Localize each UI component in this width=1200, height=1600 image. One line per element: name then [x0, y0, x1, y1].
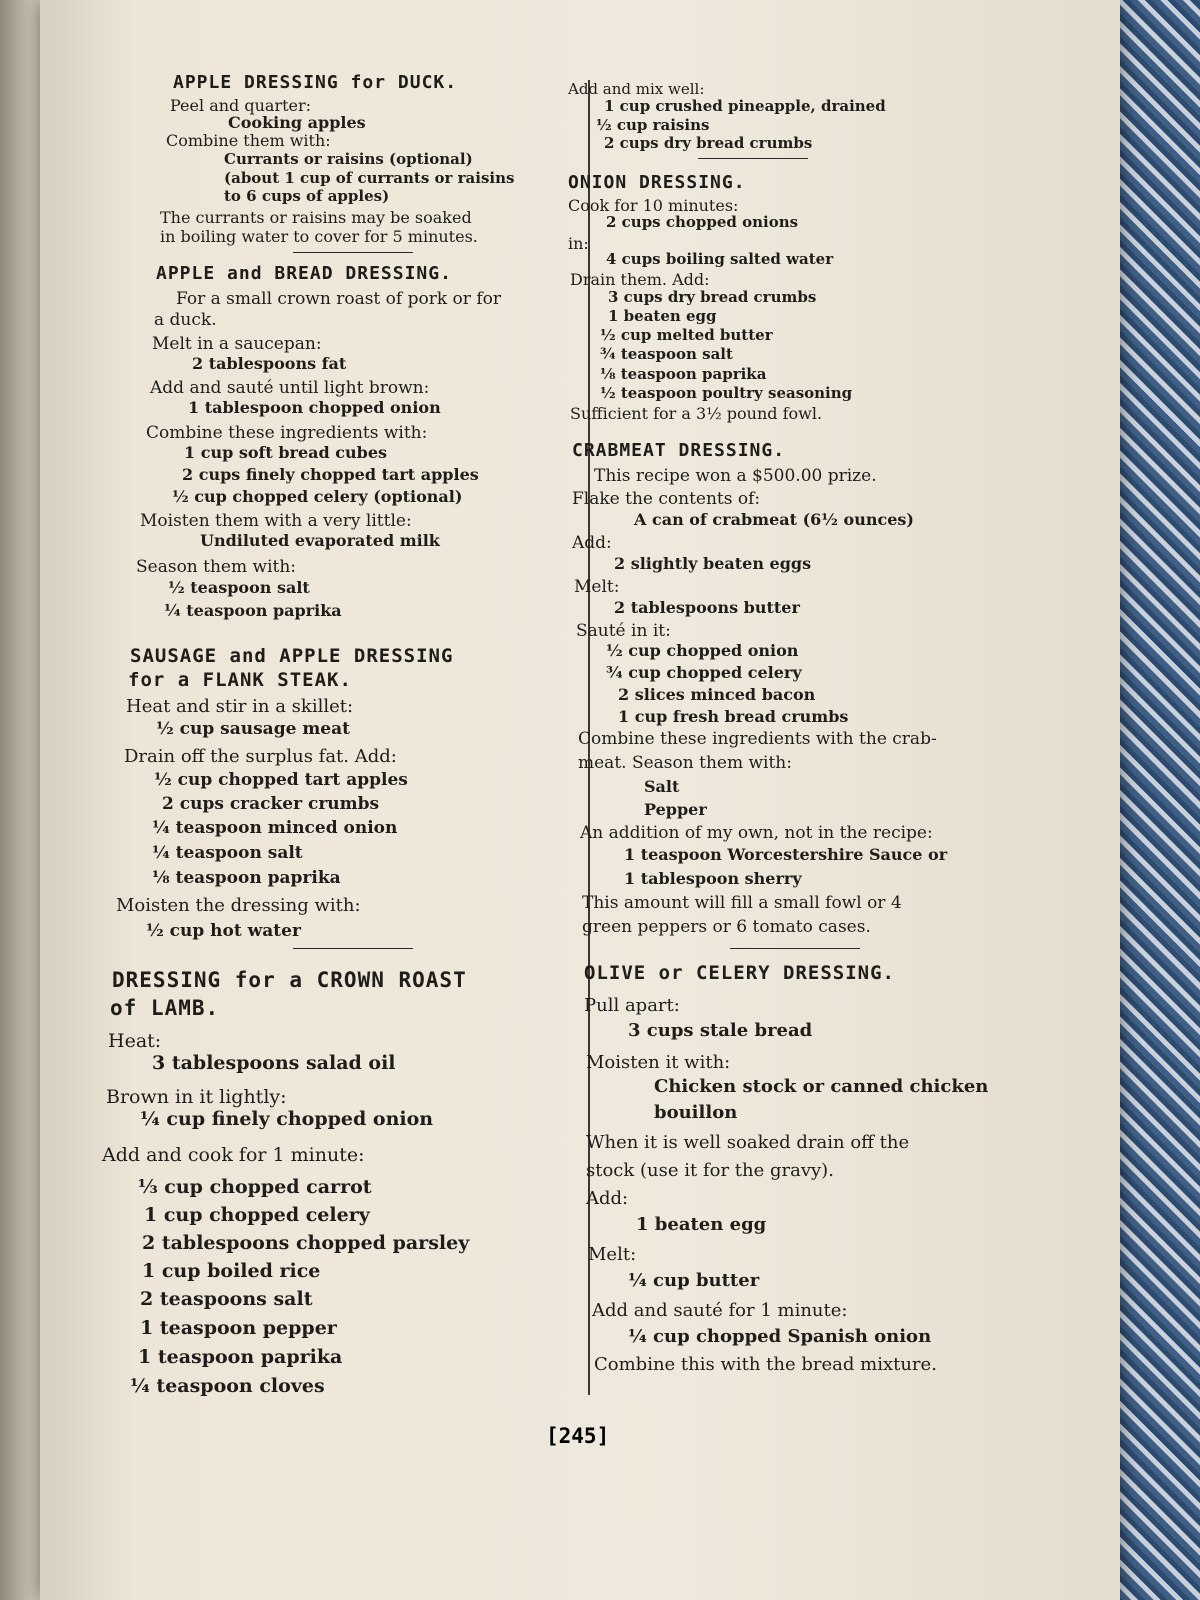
note: The currants or raisins may be soaked	[160, 208, 472, 227]
recipe-title: for a FLANK STEAK.	[128, 669, 352, 691]
ingredient: A can of crabmeat (6½ ounces)	[634, 510, 914, 529]
ingredient: ½ cup chopped celery (optional)	[172, 487, 463, 506]
recipe-title: APPLE and BREAD DRESSING.	[156, 263, 452, 284]
ingredient: ¼ cup chopped Spanish onion	[628, 1326, 932, 1347]
instruction: Moisten them with a very little:	[140, 511, 412, 531]
ingredient: 2 cups dry bread crumbs	[604, 134, 813, 152]
ingredient: ½ teaspoon poultry seasoning	[600, 384, 853, 402]
ingredient: Currants or raisins (optional)	[224, 150, 473, 168]
ingredient: ⅛ teaspoon paprika	[600, 365, 767, 383]
instruction: Melt:	[574, 577, 620, 597]
ingredient: 1 cup chopped celery	[144, 1204, 370, 1226]
note: For a small crown roast of pork or for	[176, 289, 501, 309]
ingredient: 4 cups boiling salted water	[606, 250, 834, 268]
ingredient: ¼ cup butter	[628, 1270, 760, 1291]
ingredient: ⅓ cup chopped carrot	[138, 1176, 372, 1198]
instruction: Sauté in it:	[576, 621, 671, 641]
instruction: Cook for 10 minutes:	[568, 196, 739, 215]
ingredient: Chicken stock or canned chicken	[654, 1076, 989, 1097]
ingredient: ¾ cup chopped celery	[606, 663, 802, 682]
instruction: Season them with:	[136, 557, 297, 577]
instruction: Add:	[572, 533, 612, 553]
ingredient: 2 tablespoons fat	[192, 354, 347, 373]
instruction: Add and mix well:	[568, 80, 705, 98]
instruction: Add and sauté for 1 minute:	[592, 1300, 848, 1321]
ingredient: (about 1 cup of currants or raisins	[224, 169, 515, 187]
ingredient: 1 teaspoon Worcestershire Sauce or	[624, 845, 948, 864]
page-number: [245]	[546, 1424, 610, 1448]
ingredient: 1 tablespoon chopped onion	[188, 398, 441, 417]
recipe-title: ONION DRESSING.	[568, 172, 746, 193]
instruction: Combine them with:	[166, 131, 331, 150]
ingredient: ⅛ teaspoon paprika	[152, 868, 341, 888]
instruction: Drain off the surplus fat. Add:	[124, 746, 397, 767]
note: When it is well soaked drain off the	[586, 1132, 910, 1153]
note: Combine this with the bread mixture.	[594, 1354, 937, 1375]
section-rule	[698, 158, 808, 159]
instruction: Melt:	[588, 1244, 637, 1265]
instruction: Drain them. Add:	[570, 270, 710, 289]
note: This recipe won a $500.00 prize.	[594, 466, 877, 486]
instruction: Add and sauté until light brown:	[150, 378, 430, 398]
recipe-title: OLIVE or CELERY DRESSING.	[584, 962, 895, 984]
ingredient: 1 cup crushed pineapple, drained	[604, 97, 886, 115]
ingredient: ¼ teaspoon salt	[152, 843, 303, 863]
ingredient: 3 cups dry bread crumbs	[608, 288, 817, 306]
instruction: Moisten it with:	[586, 1052, 731, 1073]
instruction: Peel and quarter:	[170, 96, 312, 115]
ingredient: to 6 cups of apples)	[224, 187, 390, 205]
instruction: Brown in it lightly:	[106, 1086, 287, 1108]
ingredient: Undiluted evaporated milk	[200, 531, 440, 550]
ingredient: ¾ teaspoon salt	[600, 345, 733, 363]
note: Combine these ingredients with the crab-	[578, 729, 937, 749]
instruction: Add:	[586, 1188, 629, 1209]
ingredient: 2 slightly beaten eggs	[614, 554, 812, 573]
instruction: Pull apart:	[584, 995, 680, 1016]
ingredient: 2 teaspoons salt	[140, 1288, 313, 1310]
note: in boiling water to cover for 5 minutes.	[160, 227, 478, 246]
ingredient: Pepper	[644, 800, 707, 819]
ingredient: 1 tablespoon sherry	[624, 869, 802, 888]
ingredient: 1 cup soft bread cubes	[184, 443, 388, 462]
ingredient: ½ cup hot water	[146, 921, 301, 941]
ingredient: 1 beaten egg	[636, 1214, 767, 1235]
instruction: Combine these ingredients with:	[146, 423, 428, 443]
ingredient: 2 cups chopped onions	[606, 213, 799, 231]
ingredient: ½ cup raisins	[596, 116, 710, 134]
ingredient: bouillon	[654, 1102, 738, 1123]
ingredient: 3 cups stale bread	[628, 1020, 813, 1041]
section-rule	[293, 252, 413, 253]
ingredient: 2 tablespoons butter	[614, 598, 800, 617]
note: An addition of my own, not in the recipe:	[580, 823, 933, 843]
ingredient: ¼ cup finely chopped onion	[140, 1108, 434, 1130]
ingredient: 2 slices minced bacon	[618, 685, 816, 704]
note: a duck.	[154, 310, 217, 330]
instruction: Heat:	[108, 1030, 162, 1052]
ingredient: 2 cups cracker crumbs	[162, 794, 380, 814]
ingredient: ½ cup sausage meat	[156, 719, 350, 739]
note: stock (use it for the gravy).	[586, 1160, 834, 1181]
book-page	[40, 0, 1120, 1600]
recipe-title: APPLE DRESSING for DUCK.	[173, 72, 458, 93]
note: green peppers or 6 tomato cases.	[582, 917, 871, 937]
ingredient: 1 cup fresh bread crumbs	[618, 707, 849, 726]
section-rule	[730, 948, 860, 949]
recipe-title: DRESSING for a CROWN ROAST	[112, 968, 467, 992]
recipe-title: CRABMEAT DRESSING.	[572, 440, 786, 461]
ingredient: 1 beaten egg	[608, 307, 717, 325]
recipe-title: of LAMB.	[110, 996, 220, 1020]
ingredient: 1 cup boiled rice	[142, 1260, 321, 1282]
note: This amount will fill a small fowl or 4	[582, 893, 902, 913]
ingredient: ½ teaspoon salt	[168, 578, 310, 597]
ingredient: ¼ teaspoon minced onion	[152, 818, 398, 838]
instruction: in:	[568, 234, 589, 253]
ingredient: 1 teaspoon paprika	[138, 1346, 343, 1368]
instruction: Heat and stir in a skillet:	[126, 696, 354, 717]
ingredient: ½ cup chopped tart apples	[154, 770, 408, 790]
note: meat. Season them with:	[578, 753, 792, 773]
ingredient: ¼ teaspoon paprika	[164, 601, 342, 620]
instruction: Melt in a saucepan:	[152, 334, 322, 354]
ingredient: ¼ teaspoon cloves	[130, 1375, 325, 1397]
ingredient: 2 cups finely chopped tart apples	[182, 465, 479, 484]
ingredient: Cooking apples	[228, 113, 366, 132]
ingredient: ½ cup melted butter	[600, 326, 773, 344]
ingredient: ½ cup chopped onion	[606, 641, 799, 660]
ingredient: 2 tablespoons chopped parsley	[142, 1232, 470, 1254]
ingredient: Salt	[644, 777, 680, 796]
instruction: Add and cook for 1 minute:	[102, 1144, 365, 1166]
section-rule	[293, 948, 413, 949]
note: Sufficient for a 3½ pound fowl.	[570, 404, 823, 423]
instruction: Flake the contents of:	[572, 489, 761, 509]
recipe-title: SAUSAGE and APPLE DRESSING	[130, 645, 454, 667]
ingredient: 3 tablespoons salad oil	[152, 1052, 396, 1074]
instruction: Moisten the dressing with:	[116, 895, 361, 916]
ingredient: 1 teaspoon pepper	[140, 1317, 337, 1339]
